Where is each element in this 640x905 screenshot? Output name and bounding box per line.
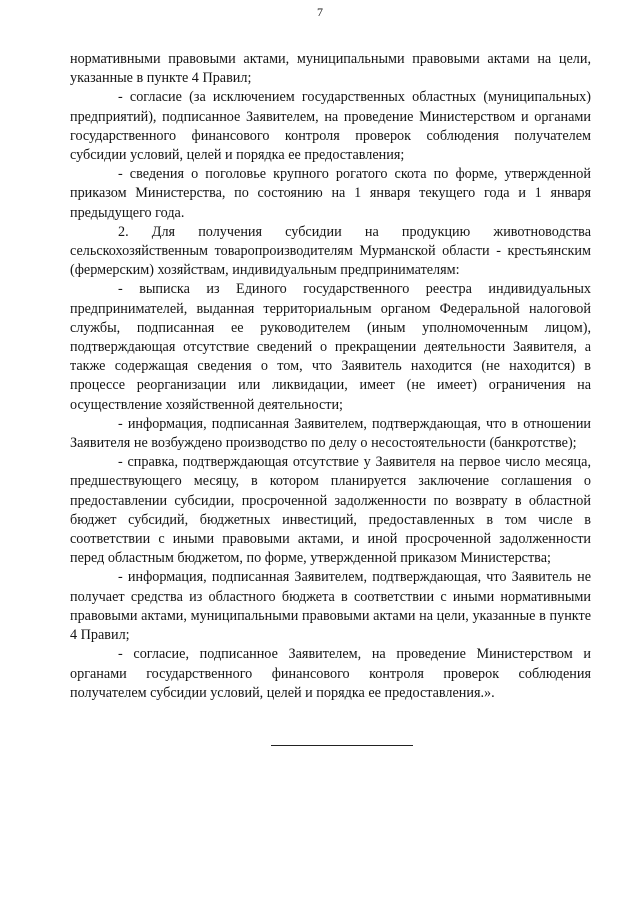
paragraph-continuation: нормативными правовыми актами, муниципальными правовыми актами на цели, указанные в пункте 4 Правил;: [70, 51, 591, 87]
paragraph-final-consent-item: - согласие, подписанное Заявителем, на проведение Министерством и органами государственного финансового контроля проверок соблюдения получателем субсидии условий, целей и порядка ее предоставления.».: [70, 646, 591, 701]
paragraph-section-2: 2. Для получения субсидии на продукцию животноводства сельскохозяйственным товаропроизводителям Мурманской области - крестьянским (фермерским) хозяйствам, индивидуальным предпринимателям:: [70, 223, 591, 279]
closing-divider: [271, 745, 413, 746]
paragraph-consent-item: - согласие (за исключением государственных областных (муниципальных) предприятий), подписанное Заявителем, на проведение Министерством и органами государственного финансового контроля проверок соблюдения получателем субсидии условий, целей и порядка ее предоставления;: [70, 89, 591, 164]
page-number: 7: [317, 5, 323, 19]
paragraph-bankruptcy-item: - информация, подписанная Заявителем, подтверждающая, что в отношении Заявителя не возбуждено производство по делу о несостоятельности (банкротстве);: [70, 415, 591, 452]
paragraph-livestock-item: - сведения о поголовье крупного рогатого скота по форме, утвержденной приказом Министерства, по состоянию на 1 января текущего года и 1 января предыдущего года.: [70, 166, 591, 221]
paragraph-registry-extract-item: - выписка из Единого государственного реестра индивидуальных предпринимателей, выданная территориальным органом Федеральной налоговой службы, подписанная ее руководителем (иным уполномоченным лицом), подтверждающая отсутствие сведений о прекращении деятельности Заявителя, а также содержащая сведения о том, что Заявитель находится (не находится) в процессе реорганизации или ликвидации, имеет (не имеет) ограничения на осуществление хозяйственной деятельности;: [70, 281, 591, 413]
document-body: [70, 50, 591, 703]
paragraph-debt-certificate-item: - справка, подтверждающая отсутствие у Заявителя на первое число месяца, предшествующего месяцу, в котором планируется заключение соглашения о предоставлении субсидии, просроченной задолженности по возврату в областной бюджет субсидий, бюджетных инвестиций, предоставленных в том числе в соответствии с иными правовыми актами, и иной просроченной задолженности перед областным бюджетом, по форме, утвержденной приказом Министерства;: [70, 454, 591, 567]
paragraph-funds-info-item: - информация, подписанная Заявителем, подтверждающая, что Заявитель не получает средства из областного бюджета в соответствии с иными нормативными правовыми актами, муниципальными правовыми актами на цели, указанные в пункте 4 Правил;: [70, 569, 591, 644]
